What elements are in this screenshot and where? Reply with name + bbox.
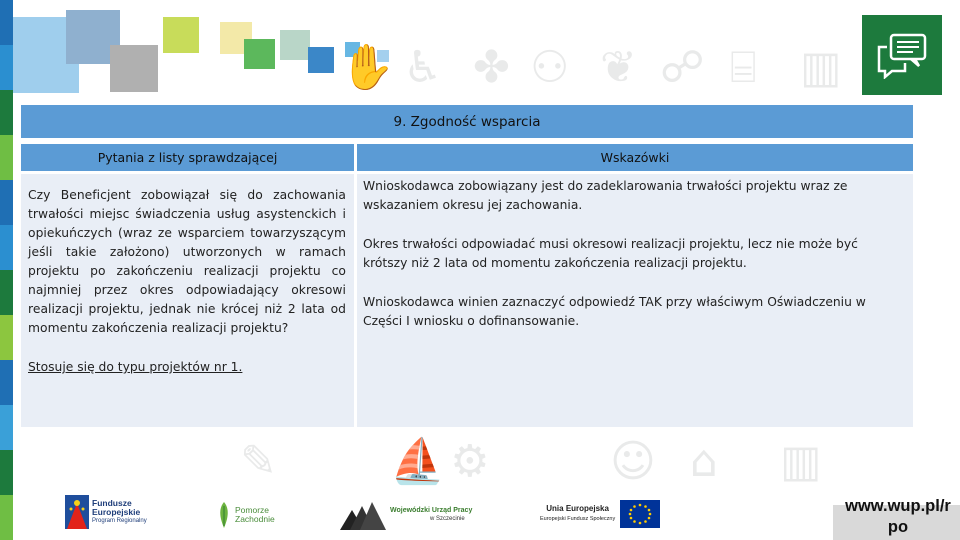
factory-icon: ⌂ — [690, 436, 718, 487]
column-header-questions-text: Pytania z listy sprawdzającej — [97, 150, 278, 165]
website-url[interactable] — [836, 496, 960, 538]
logo-unia-europejska — [540, 500, 660, 528]
column-header-hints-text: Wskazówki — [600, 150, 670, 165]
logo2-line2: Zachodnie — [235, 514, 275, 524]
wind-turbine-icon: ✤ — [473, 42, 510, 93]
url-line1: www.wup.pl/r — [845, 497, 951, 515]
column-header-questions — [21, 144, 354, 171]
accessibility-icon: ♿ — [403, 42, 443, 93]
logo-pomorze-zachodnie — [215, 502, 275, 528]
person-icon: ☺ — [610, 436, 656, 487]
logo3-line1: Wojewódzki Urząd Pracy — [390, 507, 473, 514]
tram-icon: ⌸ — [730, 42, 757, 93]
decor-square — [280, 30, 310, 60]
decor-square — [163, 17, 199, 53]
chat-icon-box — [862, 15, 942, 95]
question-note: Stosuje się do typu projektów nr 1. — [28, 360, 243, 374]
wup-stairs-icon — [340, 500, 386, 530]
table-title-text: 9. Zgodność wsparcia — [393, 113, 541, 130]
logo1-line3: Program Regionalny — [92, 517, 147, 524]
chat-bubbles-icon — [875, 31, 929, 79]
logo1-line2: Europejskie — [92, 506, 141, 517]
hints-cell — [357, 174, 913, 427]
logo4-line1: Unia Europejska — [546, 504, 609, 513]
left-color-strip — [0, 0, 13, 540]
question-cell — [21, 174, 354, 427]
logo-fundusze-europejskie — [65, 495, 147, 529]
footer-logos — [60, 490, 820, 535]
fe-emblem-icon — [65, 495, 89, 529]
logo1-line1: Fundusze — [92, 497, 132, 508]
education-icon: ✎ — [240, 436, 277, 487]
ship-icon: ⛵ — [390, 436, 445, 487]
decor-square — [244, 39, 275, 69]
pomorze-leaf-icon — [215, 502, 233, 528]
logo-wup-szczecin — [340, 500, 472, 530]
handshake-icon: ☍ — [660, 42, 705, 93]
question-text: Czy Beneficjent zobowiązał się do zachowania trwałości miejsc świadczenia usług asystenckich i opiekuńczych (wraz ze wsparciem towarzyszącym jeśli takie założono) utworzonych w ramach projektu po zakończeniu realizacji projektu co najmniej przez okres odpowiadający okresowi realizacji projektu, jednak nie krócej niż 2 lata od momentu zakończenia realizacji projektu? — [28, 188, 346, 335]
logo3-line2: w Szczecinie — [430, 516, 465, 522]
column-header-hints — [357, 144, 913, 171]
table-title — [21, 105, 913, 141]
hand-icon: ✋ — [340, 42, 395, 93]
logo2-line1: Pomorze — [235, 505, 270, 515]
decor-square — [110, 45, 158, 92]
logo4-line2: Europejski Fundusz Społeczny — [540, 516, 616, 522]
eu-flag-icon — [620, 500, 660, 528]
gear-icon: ⚙ — [450, 436, 490, 487]
leaf-icon: ❦ — [600, 42, 637, 93]
url-line2: po — [887, 518, 909, 536]
building-icon: ▥ — [800, 42, 842, 93]
people-icon: ⚇ — [530, 42, 570, 93]
hint-item: Wnioskodawca winien zaznaczyć odpowiedź TAK przy właściwym Oświadczeniu w Części I wniosku o dofinansowanie. — [363, 295, 866, 328]
decor-square — [308, 47, 334, 73]
hint-item: Okres trwałości odpowiadać musi okresowi realizacji projektu, lecz nie może być krótszy niż 2 lata od momentu zakończenia realizacji projektu. — [363, 237, 858, 270]
hint-item: Wnioskodawca zobowiązany jest do zadeklarowania trwałości projektu wraz ze wskazaniem okresu jej zachowania. — [363, 179, 848, 212]
fence-icon: ▥ — [780, 436, 822, 487]
